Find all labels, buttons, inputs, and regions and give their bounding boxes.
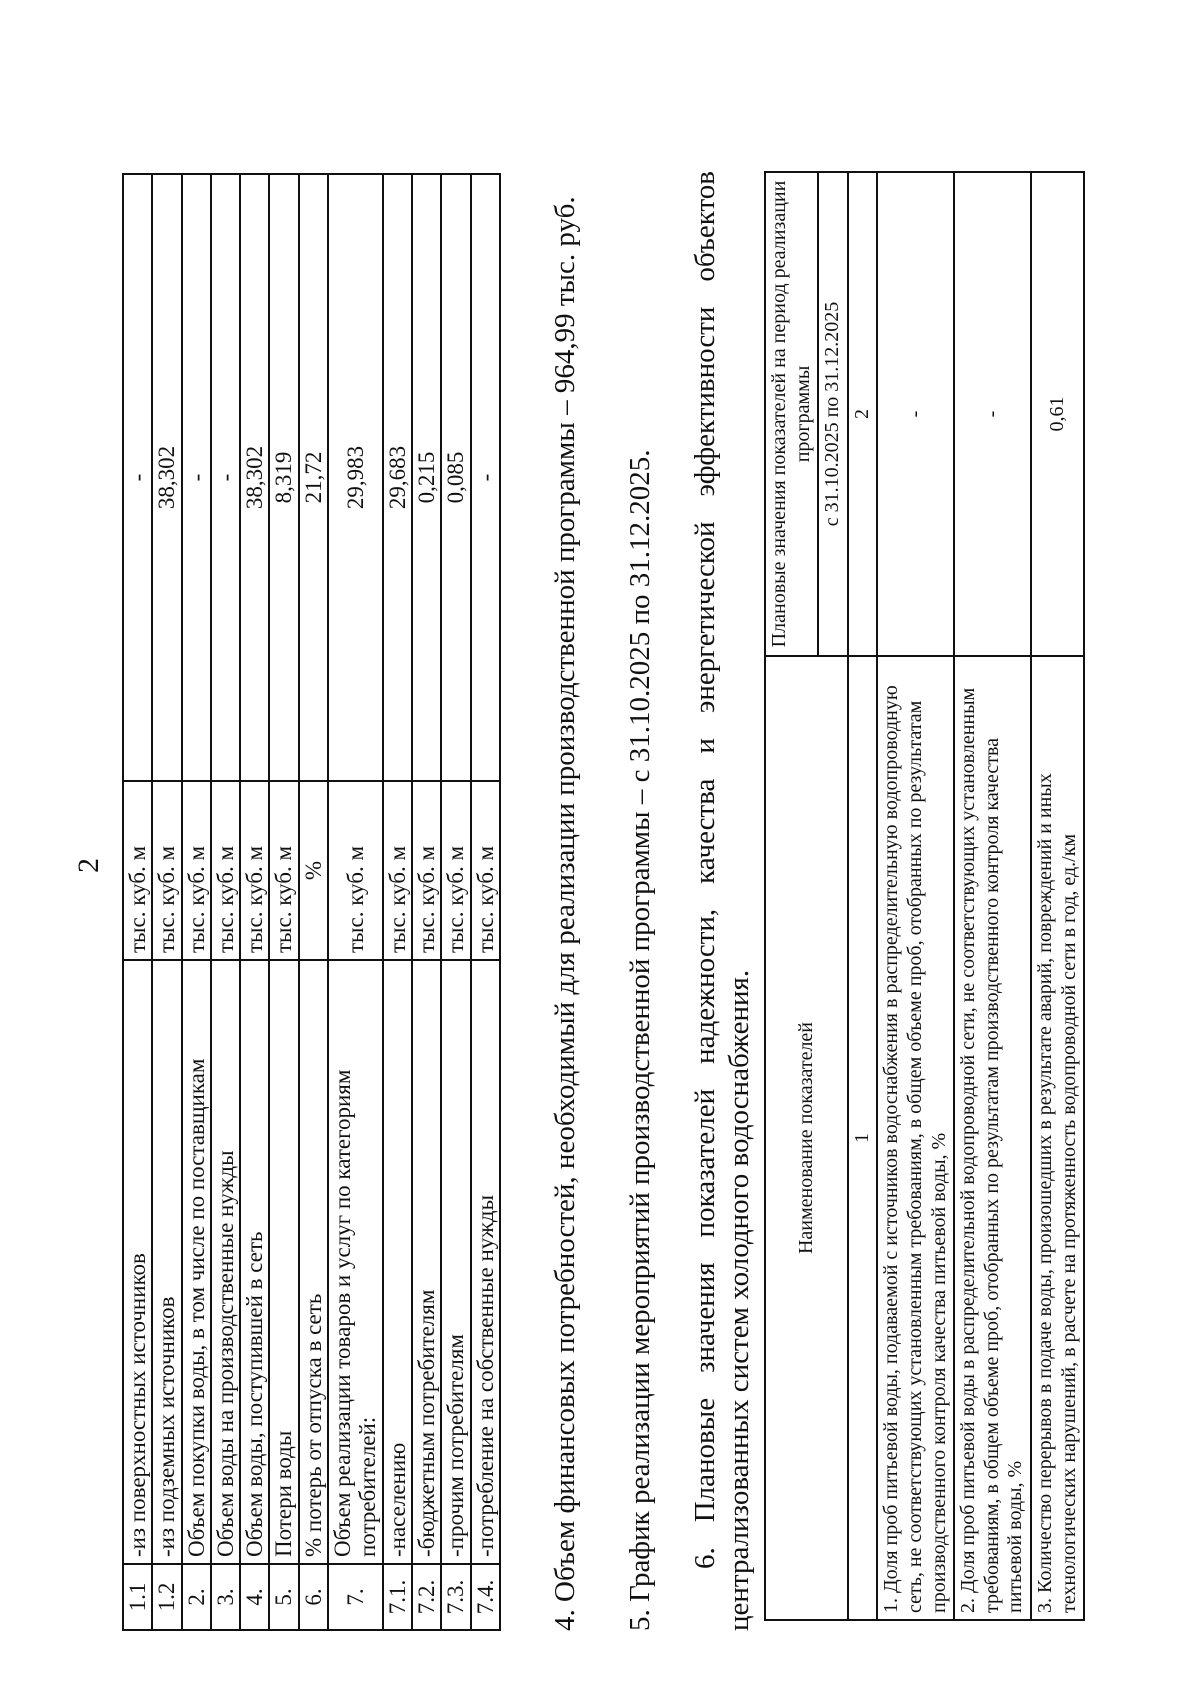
- table-row: [877, 172, 954, 1620]
- section-5-schedule: 5. График реализации мероприятий производственной программы – с 31.10.2025 по 31.12.2025.: [624, 449, 656, 1631]
- row-name: % потерь от отпуска в сеть: [299, 960, 328, 1564]
- row-unit: тыс. куб. м: [182, 781, 211, 960]
- table-row: [412, 174, 441, 1630]
- row-unit: тыс. куб. м: [240, 781, 269, 960]
- column-number: 2: [848, 172, 878, 656]
- row-number: 1.1: [123, 1564, 152, 1630]
- indicator-value: -: [954, 172, 1031, 656]
- row-unit: тыс. куб. м: [471, 781, 500, 960]
- indicator-value: 0,61: [1031, 172, 1084, 656]
- row-name: -потребление на собственные нужды: [471, 960, 500, 1564]
- table-row: [299, 174, 328, 1630]
- row-unit: тыс. куб. м: [123, 781, 152, 960]
- table-row: [152, 174, 181, 1630]
- table-column-number-row: [848, 172, 878, 1620]
- row-value: 29,683: [383, 174, 412, 781]
- row-unit: %: [299, 781, 328, 960]
- row-name: -бюджетным потребителям: [412, 960, 441, 1564]
- page-number: 2: [72, 858, 105, 873]
- indicator-name: 1. Доля проб питьевой воды, подаваемой с источников водоснабжения в распределительную водопроводную сеть, не соответствующих установленным требованиям, в общем объеме проб, отобранных по результатам производственного контроля качества питьевой воды, %: [877, 656, 954, 1620]
- row-unit: тыс. куб. м: [412, 781, 441, 960]
- row-number: 2.: [182, 1564, 211, 1630]
- row-value: 8,319: [269, 174, 298, 781]
- table-row: [211, 174, 240, 1630]
- table-header-row: [765, 172, 818, 1620]
- row-name: -из подземных источников: [152, 960, 181, 1564]
- row-name: -из поверхностных источников: [123, 960, 152, 1564]
- table-row: [240, 174, 269, 1630]
- row-value: 21,72: [299, 174, 328, 781]
- row-number: 7.1.: [383, 1564, 412, 1630]
- table-row: [1031, 172, 1084, 1620]
- row-value: -: [123, 174, 152, 781]
- water-volume-table: [122, 173, 501, 1631]
- row-value: -: [182, 174, 211, 781]
- row-name: -населению: [383, 960, 412, 1564]
- row-number: 3.: [211, 1564, 240, 1630]
- table-row: [123, 174, 152, 1630]
- section-4-financial-needs: 4. Объем финансовых потребностей, необходимый для реализации производственной программы – 964,99 тыс. руб.: [549, 196, 581, 1631]
- row-name: Объем воды, поступившей в сеть: [240, 960, 269, 1564]
- row-value: 0,215: [412, 174, 441, 781]
- table-row: [182, 174, 211, 1630]
- row-number: 7.: [328, 1564, 383, 1630]
- row-number: 7.3.: [441, 1564, 470, 1630]
- kpi-table: [764, 171, 1085, 1621]
- header-period: с 31.10.2025 по 31.12.2025: [818, 172, 848, 656]
- row-number: 7.2.: [412, 1564, 441, 1630]
- table-row: [441, 174, 470, 1630]
- row-number: 5.: [269, 1564, 298, 1630]
- row-name: Потери воды: [269, 960, 298, 1564]
- row-name: Объем покупки воды, в том числе по поставщикам: [182, 960, 211, 1564]
- row-name: Объем воды на производственные нужды: [211, 960, 240, 1564]
- section-6-kpi-heading: 6. Плановые значения показателей надежности, качества и энергетической эффективности объектов централизованных систем холодного водоснабжения.: [689, 171, 756, 1631]
- indicator-value: -: [877, 172, 954, 656]
- header-plan-values: Плановые значения показателей на период реализации программы: [765, 172, 818, 656]
- row-value: 0,085: [441, 174, 470, 781]
- column-number: 1: [848, 656, 878, 1620]
- row-number: 4.: [240, 1564, 269, 1630]
- table-row: [954, 172, 1031, 1620]
- table-row: [328, 174, 383, 1630]
- row-number: 7.4.: [471, 1564, 500, 1630]
- table-row: [471, 174, 500, 1630]
- row-unit: тыс. куб. м: [211, 781, 240, 960]
- row-value: 38,302: [152, 174, 181, 781]
- row-value: -: [211, 174, 240, 781]
- row-unit: тыс. куб. м: [328, 781, 383, 960]
- header-indicator-name: Наименование показателей: [765, 656, 848, 1620]
- row-number: 1.2: [152, 1564, 181, 1630]
- row-name: Объем реализации товаров и услуг по категориям потребителей:: [328, 960, 383, 1564]
- row-number: 6.: [299, 1564, 328, 1630]
- row-value: 38,302: [240, 174, 269, 781]
- row-unit: тыс. куб. м: [383, 781, 412, 960]
- indicator-name: 2. Доля проб питьевой воды в распределительной водопроводной сети, не соответствующих установленным требованиям, в общем объеме проб, отобранных по результатам производственного контроля качества питьевой воды, %: [954, 656, 1031, 1620]
- row-value: 29,983: [328, 174, 383, 781]
- table-row: [269, 174, 298, 1630]
- row-unit: тыс. куб. м: [152, 781, 181, 960]
- row-unit: тыс. куб. м: [441, 781, 470, 960]
- row-value: -: [471, 174, 500, 781]
- indicator-name: 3. Количество перерывов в подаче воды, произошедших в результате аварий, повреждений и иных технологических нарушений, в расчете на протяженность водопроводной сети в год, ед./км: [1031, 656, 1084, 1620]
- row-unit: тыс. куб. м: [269, 781, 298, 960]
- row-name: -прочим потребителям: [441, 960, 470, 1564]
- table-row: [383, 174, 412, 1630]
